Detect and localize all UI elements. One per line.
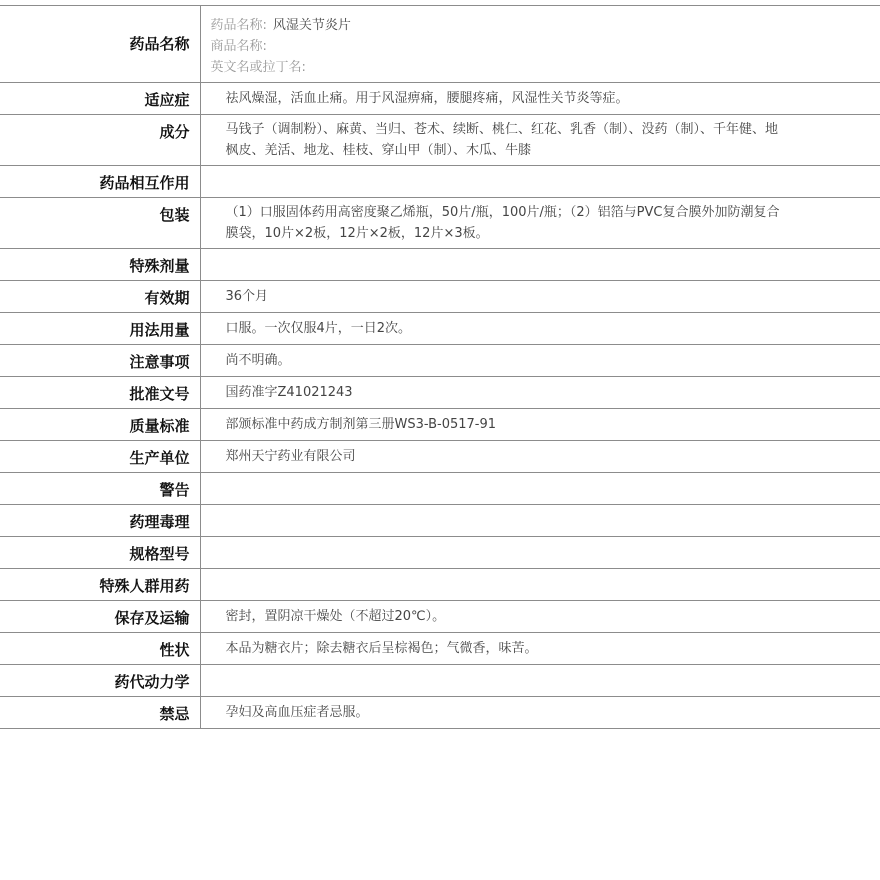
row-label: 包装 [0, 198, 200, 249]
row-value: 郑州天宁药业有限公司 [200, 441, 880, 473]
drug-name-row [0, 6, 880, 83]
row-value: 36个月 [200, 281, 880, 313]
row-value: 密封，置阴凉干燥处（不超过20℃）。 [200, 601, 880, 633]
trade-name-label: 商品名称: [210, 39, 267, 54]
approval-number-row [0, 377, 880, 409]
row-label: 适应症 [0, 83, 200, 115]
appearance-row [0, 633, 880, 665]
row-value: 尚不明确。 [200, 345, 880, 377]
row-value: 国药准字Z41021243 [200, 377, 880, 409]
row-label: 用法用量 [0, 313, 200, 345]
drug-names-cell [200, 6, 880, 83]
drug-info-table [0, 5, 880, 729]
row-value [200, 665, 880, 697]
storage-row [0, 601, 880, 633]
row-label: 特殊剂量 [0, 249, 200, 281]
special-population-row [0, 569, 880, 601]
row-value [200, 166, 880, 198]
row-label: 生产单位 [0, 441, 200, 473]
row-label: 药理毒理 [0, 505, 200, 537]
row-value: 祛风燥湿，活血止痛。用于风湿痹痛，腰腿疼痛，风湿性关节炎等症。 [200, 83, 880, 115]
row-value: 孕妇及高血压症者忌服。 [200, 697, 880, 729]
packaging-row [0, 198, 880, 249]
row-value: （1）口服固体药用高密度聚乙烯瓶，50片/瓶，100片/瓶；（2）铝箔与PVC复合膜外加防潮复合膜袋，10片×2板，12片×2板，12片×3板。 [200, 198, 880, 249]
dosage-row [0, 313, 880, 345]
row-label: 药代动力学 [0, 665, 200, 697]
pharmacokinetics-row [0, 665, 880, 697]
generic-name-label: 药品名称: [210, 18, 267, 33]
generic-name-line [211, 15, 791, 36]
generic-name-value: 风湿关节炎片 [272, 18, 351, 33]
row-value [200, 505, 880, 537]
row-value: 部颁标准中药成方制剂第三册WS3-B-0517-91 [200, 409, 880, 441]
contraindications-row [0, 697, 880, 729]
row-label: 成分 [0, 115, 200, 166]
warning-row [0, 473, 880, 505]
row-label: 质量标准 [0, 409, 200, 441]
row-label: 批准文号 [0, 377, 200, 409]
row-label: 性状 [0, 633, 200, 665]
ingredients-row [0, 115, 880, 166]
row-label: 注意事项 [0, 345, 200, 377]
row-value: 口服。一次仅服4片，一日2次。 [200, 313, 880, 345]
manufacturer-row [0, 441, 880, 473]
row-value [200, 249, 880, 281]
row-value: 本品为糖衣片；除去糖衣后呈棕褐色；气微香，味苦。 [200, 633, 880, 665]
row-value [200, 537, 880, 569]
row-label: 有效期 [0, 281, 200, 313]
trade-name-line [211, 36, 791, 57]
shelf-life-row [0, 281, 880, 313]
row-label: 禁忌 [0, 697, 200, 729]
row-label: 特殊人群用药 [0, 569, 200, 601]
row-label: 药品名称 [0, 6, 200, 83]
english-name-line [211, 57, 791, 78]
precautions-row [0, 345, 880, 377]
row-label: 警告 [0, 473, 200, 505]
special-dosage-row [0, 249, 880, 281]
row-label: 药品相互作用 [0, 166, 200, 198]
row-value: 马钱子（调制粉）、麻黄、当归、苍术、续断、桃仁、红花、乳香（制）、没药（制）、千年健、地枫皮、羌活、地龙、桂枝、穿山甲（制）、木瓜、牛膝 [200, 115, 880, 166]
pharmacology-row [0, 505, 880, 537]
row-label: 规格型号 [0, 537, 200, 569]
indications-row [0, 83, 880, 115]
english-name-label: 英文名或拉丁名: [210, 60, 306, 75]
interactions-row [0, 166, 880, 198]
specification-row [0, 537, 880, 569]
row-value [200, 569, 880, 601]
row-value [200, 473, 880, 505]
quality-standard-row [0, 409, 880, 441]
row-label: 保存及运输 [0, 601, 200, 633]
